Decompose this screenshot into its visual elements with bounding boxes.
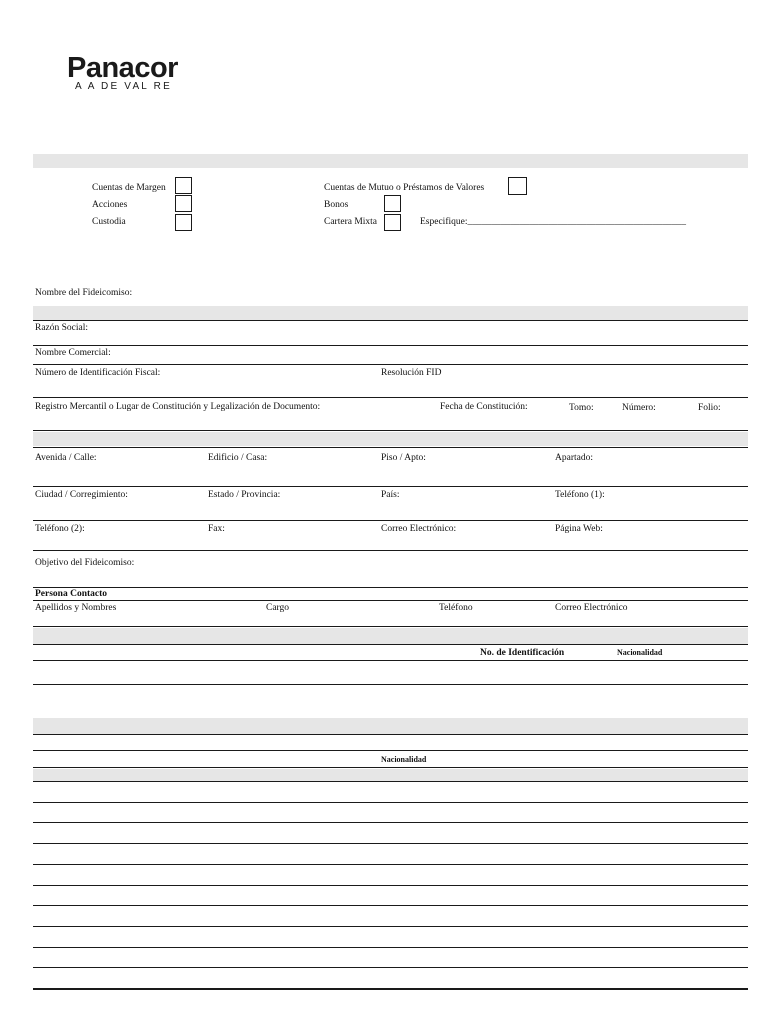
especifique-field[interactable]: Especifique:______________________________________________ xyxy=(420,217,686,227)
divider-line xyxy=(33,644,748,645)
gray-band xyxy=(33,432,748,446)
persona-contacto-title: Persona Contacto xyxy=(35,589,108,599)
objetivo-label: Objetivo del Fideicomiso: xyxy=(35,558,135,568)
divider-line xyxy=(33,734,748,735)
fax-label: Fax: xyxy=(208,524,225,534)
checkbox-acciones[interactable] xyxy=(175,195,192,212)
edificio-label: Edificio / Casa: xyxy=(208,453,268,463)
apellidos-nombres-header: Apellidos y Nombres xyxy=(35,603,117,613)
divider-line xyxy=(33,626,748,627)
no-identificacion-header: No. de Identificación xyxy=(480,648,565,658)
gray-band xyxy=(33,628,748,644)
divider-line xyxy=(33,660,748,661)
gray-band xyxy=(33,769,748,781)
tomo-label: Tomo: xyxy=(569,403,594,413)
company-tagline: A A DE VAL RE xyxy=(75,81,172,92)
folio-label: Folio: xyxy=(698,403,721,413)
telefono1-label: Teléfono (1): xyxy=(555,490,605,500)
resolucion-fid-label: Resolución FID xyxy=(381,368,442,378)
divider-line xyxy=(33,767,748,768)
blank-line xyxy=(33,967,748,968)
gray-band xyxy=(33,718,748,734)
blank-line xyxy=(33,947,748,948)
option-cartera-label: Cartera Mixta xyxy=(324,217,378,227)
checkbox-mutuo[interactable] xyxy=(508,177,527,195)
checkbox-custodia[interactable] xyxy=(175,214,192,231)
nombre-comercial-label: Nombre Comercial: xyxy=(35,348,111,358)
divider-line xyxy=(33,430,748,431)
correo-electronico-header: Correo Electrónico xyxy=(555,603,628,613)
divider-line xyxy=(33,486,748,487)
avenida-label: Avenida / Calle: xyxy=(35,453,97,463)
divider-line xyxy=(33,364,748,365)
ciudad-label: Ciudad / Corregimiento: xyxy=(35,490,128,500)
option-mutuo-label: Cuentas de Mutuo o Préstamos de Valores xyxy=(324,183,485,193)
divider-line xyxy=(33,750,748,751)
nacionalidad-header: Nacionalidad xyxy=(617,648,663,657)
checkbox-bonos[interactable] xyxy=(384,195,401,212)
divider-line xyxy=(33,320,748,321)
blank-line xyxy=(33,843,748,844)
nacionalidad-header-2: Nacionalidad xyxy=(381,755,427,764)
nombre-fideicomiso-label: Nombre del Fideicomiso: xyxy=(35,288,133,298)
option-bonos-label: Bonos xyxy=(324,200,349,210)
numero-label: Número: xyxy=(622,403,656,413)
divider-line xyxy=(33,397,748,398)
blank-line xyxy=(33,802,748,803)
pagina-web-label: Página Web: xyxy=(555,524,603,534)
option-custodia-label: Custodia xyxy=(92,217,126,227)
blank-line xyxy=(33,885,748,886)
checkbox-cartera-mixta[interactable] xyxy=(384,214,401,231)
razon-social-label: Razón Social: xyxy=(35,323,89,333)
divider-line xyxy=(33,781,748,782)
company-logo: Panacor xyxy=(67,52,178,84)
checkbox-cuentas-margen[interactable] xyxy=(175,177,192,194)
blank-line xyxy=(33,822,748,823)
blank-line xyxy=(33,905,748,906)
option-cuentas-margen-label: Cuentas de Margen xyxy=(92,183,166,193)
divider-line xyxy=(33,345,748,346)
telefono-header: Teléfono xyxy=(439,603,473,613)
apartado-label: Apartado: xyxy=(555,453,593,463)
registro-mercantil-label: Registro Mercantil o Lugar de Constitución y Legalización de Documento: xyxy=(35,402,321,412)
divider-line xyxy=(33,587,748,588)
fecha-constitucion-label: Fecha de Constitución: xyxy=(440,402,528,412)
nif-label: Número de Identificación Fiscal: xyxy=(35,368,161,378)
blank-line xyxy=(33,926,748,927)
pais-label: País: xyxy=(381,490,400,500)
option-acciones-label: Acciones xyxy=(92,200,128,210)
divider-line xyxy=(33,684,748,685)
estado-label: Estado / Provincia: xyxy=(208,490,281,500)
divider-line xyxy=(33,550,748,551)
gray-band xyxy=(33,306,748,320)
telefono2-label: Teléfono (2): xyxy=(35,524,85,534)
blank-line xyxy=(33,864,748,865)
divider-line xyxy=(33,447,748,448)
bottom-rule xyxy=(33,988,748,990)
header-band xyxy=(33,154,748,168)
cargo-header: Cargo xyxy=(266,603,290,613)
divider-line xyxy=(33,600,748,601)
divider-line xyxy=(33,520,748,521)
correo-label: Correo Electrónico: xyxy=(381,524,457,534)
piso-label: Piso / Apto: xyxy=(381,453,426,463)
